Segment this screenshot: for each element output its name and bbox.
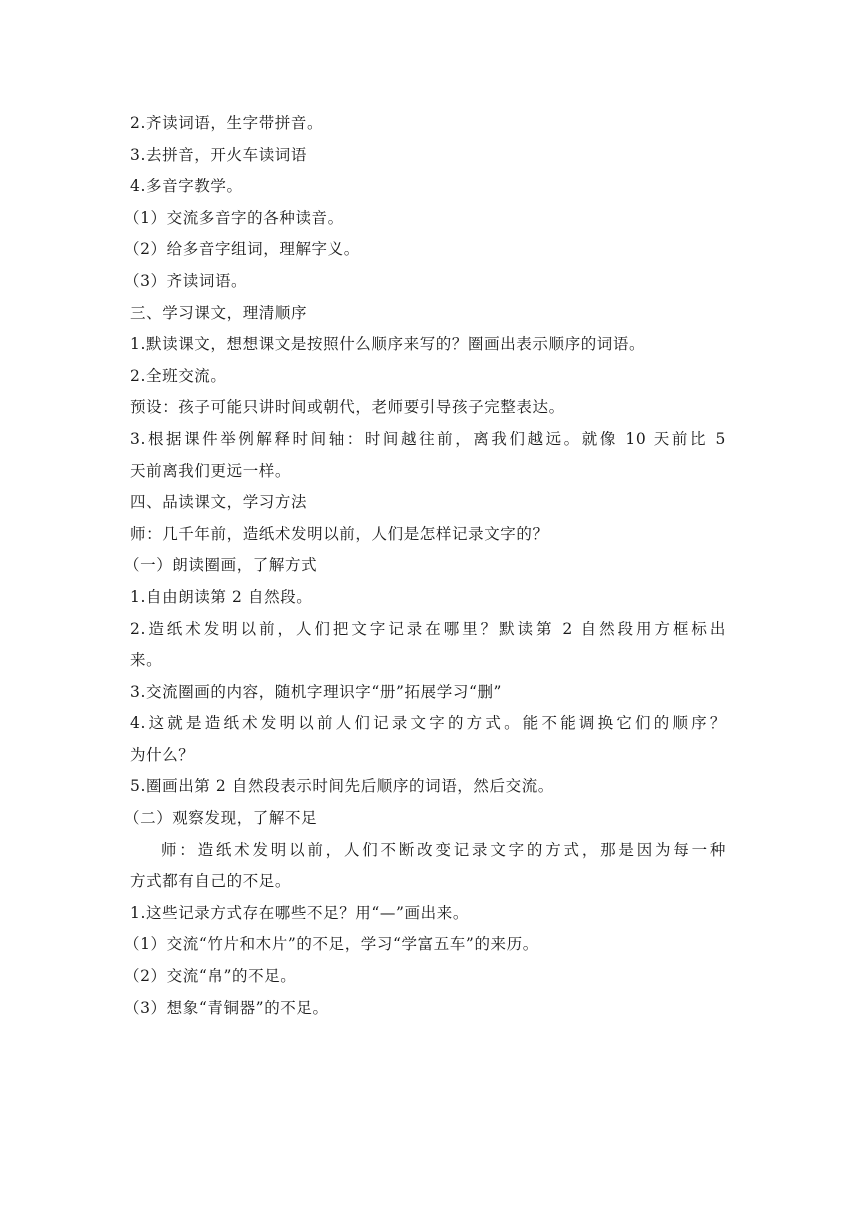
section-heading: 三、学习课文，理清顺序 <box>130 303 308 322</box>
document-body <box>124 108 730 1024</box>
text-line: 方式都有自己的不足。 <box>130 872 292 891</box>
text-line: 3.交流圈画的内容，随机字理识字“册”拓展学习“删” <box>130 682 503 701</box>
text-line: 3.根据课件举例解释时间轴：时间越往前，离我们越远。就像 10 天前比 5 <box>130 429 726 448</box>
text-line: 师：造纸术发明以前，人们不断改变记录文字的方式，那是因为每一种 <box>161 840 726 859</box>
text-line: （1）交流多音字的各种读音。 <box>124 208 344 227</box>
text-line: 天前离我们更远一样。 <box>130 461 292 480</box>
text-line: 1.自由朗读第 2 自然段。 <box>130 587 313 606</box>
subsection-heading: （一）朗读圈画，了解方式 <box>124 556 318 575</box>
text-line: 1.默读课文，想想课文是按照什么顺序来写的？圈画出表示顺序的词语。 <box>130 335 646 354</box>
text-line: 为什么？ <box>130 745 195 764</box>
text-line: （3）想象“青铜器”的不足。 <box>124 998 329 1017</box>
text-line: 2.齐读词语，生字带拼音。 <box>130 114 324 132</box>
text-line: 师：几千年前，造纸术发明以前，人们是怎样记录文字的？ <box>130 524 549 543</box>
text-line: 5.圈画出第 2 自然段表示时间先后顺序的词语，然后交流。 <box>130 777 554 796</box>
text-line: 1.这些记录方式存在哪些不足？用“—”画出来。 <box>130 903 469 922</box>
text-line: 4.这就是造纸术发明以前人们记录文字的方式。能不能调换它们的顺序？ <box>130 714 726 733</box>
text-line: （2）给多音字组词，理解字义。 <box>124 240 360 259</box>
text-line: 2.全班交流。 <box>130 366 227 385</box>
text-line: （3）齐读词语。 <box>124 271 248 290</box>
text-line: 2.造纸术发明以前，人们把文字记录在哪里？默读第 2 自然段用方框标出 <box>130 619 726 638</box>
section-heading: 四、品读课文，学习方法 <box>130 493 308 512</box>
text-line: 3.去拼音，开火车读词语 <box>130 145 307 164</box>
text-line: 预设：孩子可能只讲时间或朝代，老师要引导孩子完整表达。 <box>130 398 565 417</box>
subsection-heading: （二）观察发现，了解不足 <box>124 809 318 828</box>
text-line: （2）交流“帛”的不足。 <box>124 967 297 986</box>
text-line: 来。 <box>130 651 163 670</box>
text-line: 4.多音字教学。 <box>130 177 243 196</box>
text-line: （1）交流“竹片和木片”的不足，学习“学富五车”的来历。 <box>124 935 539 954</box>
